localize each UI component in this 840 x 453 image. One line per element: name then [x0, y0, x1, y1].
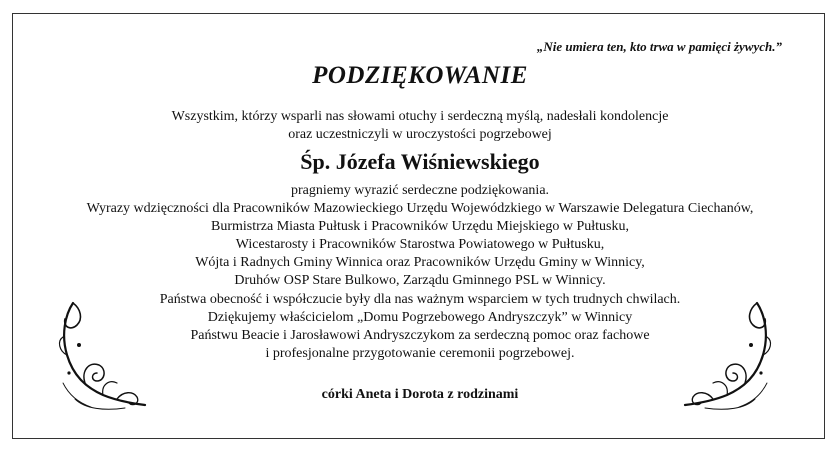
- thanks-line: Wójta i Radnych Gminy Winnica oraz Pracowników Urzędu Gminy w Winnicy,: [195, 255, 645, 271]
- thanks-line: Państwu Beacie i Jarosławowi Andryszczykom za serdeczną pomoc oraz fachowe: [190, 327, 650, 343]
- thanks-line: pragniemy wyrazić serdeczne podziękowania.: [290, 183, 550, 198]
- flourish-ornament-icon: [55, 295, 150, 413]
- flourish-ornament-icon: [680, 295, 775, 413]
- thanks-line: Państwa obecność i współczucie były dla nas ważnym wsparciem w tych trudnych chwilach.: [159, 291, 681, 307]
- thanks-line: Wyrazy wdzięczności dla Pracowników Mazowieckiego Urzędu Wojewódzkiego w Warszawie Delegatura Ciechanów,: [86, 201, 754, 217]
- page-title: PODZIĘKOWANIE: [312, 62, 528, 89]
- thanks-line: Dziękujemy właścicielom „Domu Pogrzebowego Andryszczyk” w Winnicy: [207, 309, 633, 325]
- thanks-line: Burmistrza Miasta Pułtusk i Pracowników Urzędu Miejskiego w Pułtusku,: [210, 219, 630, 235]
- deceased-name: Śp. Józefa Wiśniewskiego: [300, 149, 540, 174]
- intro-line: Wszystkim, którzy wsparli nas słowami otuchy i serdeczną myślą, nadesłali kondolencje: [171, 109, 669, 124]
- thanks-line: Wicestarosty i Pracowników Starostwa Powiatowego w Pułtusku,: [235, 237, 605, 253]
- signature: córki Aneta i Dorota z rodzinami: [321, 387, 519, 402]
- intro-line: oraz uczestniczyli w uroczystości pogrzebowej: [288, 127, 552, 142]
- thanks-line: i profesjonalne przygotowanie ceremonii pogrzebowej.: [265, 345, 575, 361]
- intro-text: [0, 108, 840, 144]
- thanks-line: Druhów OSP Stare Bulkowo, Zarządu Gminnego PSL w Winnicy.: [234, 273, 606, 289]
- motto-quote: „Nie umiera ten, kto trwa w pamięci żywych.”: [536, 39, 782, 54]
